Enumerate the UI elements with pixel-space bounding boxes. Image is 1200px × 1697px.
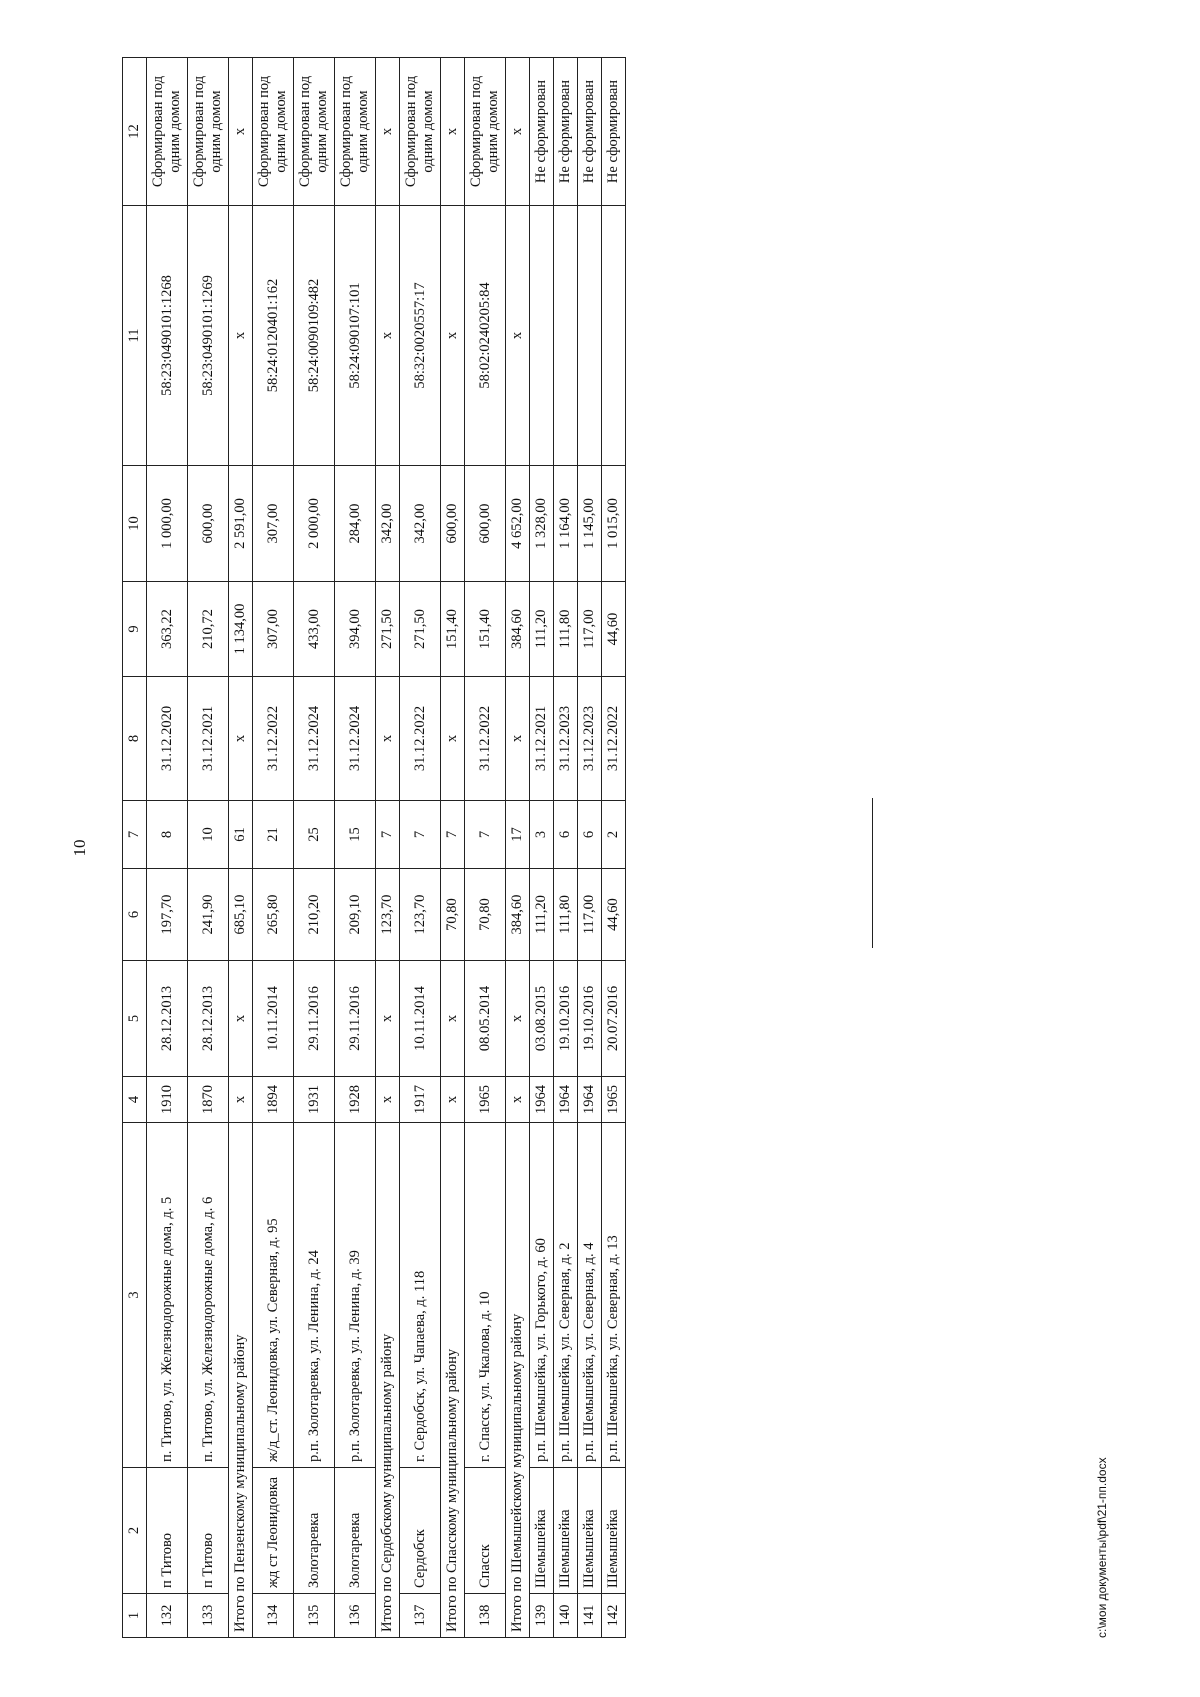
table-cell: Сердобск: [400, 1468, 441, 1594]
table-row: [188, 58, 229, 1638]
table-cell: жд ст Леонидовка: [253, 1468, 294, 1594]
table-cell: Не сформирован: [554, 58, 578, 206]
table-row: [465, 58, 506, 1638]
table-cell: 31.12.2024: [335, 677, 376, 801]
table-cell: 58:24:0090109:482: [294, 206, 335, 466]
table-cell: 28.12.2013: [188, 961, 229, 1077]
table-cell: 19.10.2016: [554, 961, 578, 1077]
table-cell: Сформирован под одним домом: [335, 58, 376, 206]
table-cell: 19.10.2016: [578, 961, 602, 1077]
table-cell: р.п. Шемышейка, ул. Северная, д. 4: [578, 1123, 602, 1468]
table-cell: 28.12.2013: [147, 961, 188, 1077]
table-cell: 7: [376, 801, 400, 869]
table-cell: 10.11.2014: [400, 961, 441, 1077]
table-cell: 31.12.2022: [465, 677, 506, 801]
table-cell: 31.12.2024: [294, 677, 335, 801]
table-cell: 209,10: [335, 869, 376, 961]
table-cell: Сформирован под одним домом: [400, 58, 441, 206]
subtotal-label: Итого по Спасскому муниципальному району: [441, 1123, 465, 1638]
table-cell: 4 652,00: [506, 466, 530, 582]
table-row: [335, 58, 376, 1638]
table-cell: 31.12.2021: [188, 677, 229, 801]
table-cell: 1894: [253, 1077, 294, 1123]
table-cell: 31.12.2020: [147, 677, 188, 801]
table-cell: 25: [294, 801, 335, 869]
housing-register-table: [122, 57, 626, 1638]
table-cell: 2: [602, 801, 626, 869]
table-row: [554, 58, 578, 1638]
table-cell: 685,10: [229, 869, 253, 961]
table-cell: 271,50: [400, 582, 441, 677]
table-cell: 1965: [602, 1077, 626, 1123]
table-cell: 17: [506, 801, 530, 869]
table-cell: х: [229, 961, 253, 1077]
table-cell: Не сформирован: [578, 58, 602, 206]
table-cell: 151,40: [441, 582, 465, 677]
table-cell: 197,70: [147, 869, 188, 961]
table-cell: 136: [335, 1594, 376, 1638]
table-cell: 1 134,00: [229, 582, 253, 677]
table-row: [400, 58, 441, 1638]
table-cell: 70,80: [441, 869, 465, 961]
table-cell: 140: [554, 1594, 578, 1638]
table-cell: х: [376, 206, 400, 466]
table-cell: 08.05.2014: [465, 961, 506, 1077]
table-cell: х: [376, 1077, 400, 1123]
table-cell: 15: [335, 801, 376, 869]
table-cell: 2 591,00: [229, 466, 253, 582]
table-cell: 139: [530, 1594, 554, 1638]
table-cell: 307,00: [253, 582, 294, 677]
table-cell: п Титово: [147, 1468, 188, 1594]
table-cell: р.п. Шемышейка, ул. Северная, д. 2: [554, 1123, 578, 1468]
table-cell: х: [229, 677, 253, 801]
header-cell: 10: [123, 466, 147, 582]
table-cell: Сформирован под одним домом: [188, 58, 229, 206]
table-cell: ж/д_ст. Леонидовка, ул. Северная, д. 95: [253, 1123, 294, 1468]
table-cell: 1 328,00: [530, 466, 554, 582]
header-cell: 9: [123, 582, 147, 677]
header-cell: 1: [123, 1594, 147, 1638]
table-cell: Золотаревка: [294, 1468, 335, 1594]
table-cell: 44,60: [602, 869, 626, 961]
table-cell: Сформирован под одним домом: [294, 58, 335, 206]
table-cell: х: [441, 961, 465, 1077]
table-row: [578, 58, 602, 1638]
table-cell: 600,00: [441, 466, 465, 582]
header-cell: 6: [123, 869, 147, 961]
table-cell: х: [229, 1077, 253, 1123]
table-cell: 1 164,00: [554, 466, 578, 582]
table-cell: 133: [188, 1594, 229, 1638]
table-cell: 1870: [188, 1077, 229, 1123]
table-cell: р.п. Золотаревка, ул. Ленина, д. 24: [294, 1123, 335, 1468]
table-cell: Спасск: [465, 1468, 506, 1594]
table-row: [253, 58, 294, 1638]
table-cell: 2 000,00: [294, 466, 335, 582]
header-cell: 11: [123, 206, 147, 466]
table-cell: 135: [294, 1594, 335, 1638]
table-cell: [578, 206, 602, 466]
header-cell: 4: [123, 1077, 147, 1123]
table-cell: Шемышейка: [530, 1468, 554, 1594]
table-cell: 7: [400, 801, 441, 869]
page-number: 10: [70, 839, 89, 857]
table-cell: Сформирован под одним домом: [465, 58, 506, 206]
table-cell: 363,22: [147, 582, 188, 677]
table-cell: 142: [602, 1594, 626, 1638]
table-cell: 284,00: [335, 466, 376, 582]
table-cell: 141: [578, 1594, 602, 1638]
table-row: [294, 58, 335, 1638]
table-cell: 31.12.2023: [578, 677, 602, 801]
table-cell: 384,60: [506, 869, 530, 961]
table-cell: 111,80: [554, 582, 578, 677]
table-cell: 1931: [294, 1077, 335, 1123]
table-cell: [530, 206, 554, 466]
table-cell: х: [376, 58, 400, 206]
table-cell: 1965: [465, 1077, 506, 1123]
table-cell: Сформирован под одним домом: [253, 58, 294, 206]
footer-file-path: c:\мои документы\pdf\21-пп.docx: [1095, 1457, 1109, 1638]
table-cell: 7: [441, 801, 465, 869]
subtotal-label: Итого по Шемышейскому муниципальному району: [506, 1123, 530, 1638]
table-cell: 31.12.2022: [602, 677, 626, 801]
table-cell: 342,00: [376, 466, 400, 582]
table-cell: р.п. Шемышейка, ул. Северная, д. 13: [602, 1123, 626, 1468]
table-cell: х: [506, 1077, 530, 1123]
table-cell: 20.07.2016: [602, 961, 626, 1077]
table-cell: Сформирован под одним домом: [147, 58, 188, 206]
table-cell: 8: [147, 801, 188, 869]
table-cell: Шемышейка: [602, 1468, 626, 1594]
table-cell: 1964: [530, 1077, 554, 1123]
table-cell: р.п. Золотаревка, ул. Ленина, д. 39: [335, 1123, 376, 1468]
table-cell: 384,60: [506, 582, 530, 677]
table-cell: 31.12.2023: [554, 677, 578, 801]
table-cell: х: [441, 1077, 465, 1123]
table-cell: 265,80: [253, 869, 294, 961]
table-cell: 1 015,00: [602, 466, 626, 582]
table-cell: х: [506, 58, 530, 206]
table-cell: 307,00: [253, 466, 294, 582]
table-cell: 29.11.2016: [335, 961, 376, 1077]
table-cell: 138: [465, 1594, 506, 1638]
subtotal-row: [376, 58, 400, 1638]
rotated-page: [70, 58, 1130, 1638]
separator-line: [872, 798, 873, 948]
table-cell: 210,72: [188, 582, 229, 677]
table-cell: х: [506, 677, 530, 801]
table-cell: п Титово: [188, 1468, 229, 1594]
table-cell: 117,00: [578, 582, 602, 677]
table-cell: х: [229, 58, 253, 206]
table-cell: 123,70: [400, 869, 441, 961]
table-cell: 03.08.2015: [530, 961, 554, 1077]
table-row: [147, 58, 188, 1638]
table-cell: 600,00: [188, 466, 229, 582]
subtotal-label: Итого по Сердобскому муниципальному району: [376, 1123, 400, 1638]
table-cell: 10.11.2014: [253, 961, 294, 1077]
table-cell: 433,00: [294, 582, 335, 677]
table-cell: 1 000,00: [147, 466, 188, 582]
table-cell: 123,70: [376, 869, 400, 961]
table-cell: 6: [578, 801, 602, 869]
table-cell: х: [441, 677, 465, 801]
table-cell: 111,80: [554, 869, 578, 961]
table-cell: 29.11.2016: [294, 961, 335, 1077]
table-cell: х: [441, 58, 465, 206]
table-cell: 1964: [554, 1077, 578, 1123]
table-cell: 44,60: [602, 582, 626, 677]
table-cell: 1 145,00: [578, 466, 602, 582]
table-cell: 111,20: [530, 582, 554, 677]
table-cell: Шемышейка: [554, 1468, 578, 1594]
table-cell: 210,20: [294, 869, 335, 961]
table-cell: Не сформирован: [602, 58, 626, 206]
table-cell: 58:24:090107:101: [335, 206, 376, 466]
table-cell: 394,00: [335, 582, 376, 677]
table-cell: 58:23:0490101:1268: [147, 206, 188, 466]
table-cell: 137: [400, 1594, 441, 1638]
table-cell: 58:23:0490101:1269: [188, 206, 229, 466]
table-row: [530, 58, 554, 1638]
table-cell: х: [229, 206, 253, 466]
table-cell: 271,50: [376, 582, 400, 677]
table-cell: 241,90: [188, 869, 229, 961]
table-cell: 134: [253, 1594, 294, 1638]
table-cell: Шемышейка: [578, 1468, 602, 1594]
header-cell: 2: [123, 1468, 147, 1594]
table-cell: 21: [253, 801, 294, 869]
header-cell: 8: [123, 677, 147, 801]
table-cell: 31.12.2022: [253, 677, 294, 801]
subtotal-row: [229, 58, 253, 1638]
table-cell: х: [441, 206, 465, 466]
table-cell: п. Титово, ул. Железнодорожные дома, д. 6: [188, 1123, 229, 1468]
table-cell: 1910: [147, 1077, 188, 1123]
table-cell: 132: [147, 1594, 188, 1638]
table-cell: 600,00: [465, 466, 506, 582]
table-cell: Не сформирован: [530, 58, 554, 206]
header-cell: 3: [123, 1123, 147, 1468]
table-cell: 111,20: [530, 869, 554, 961]
table-cell: Золотаревка: [335, 1468, 376, 1594]
table-cell: 3: [530, 801, 554, 869]
table-cell: р.п. Шемышейка, ул. Горького, д. 60: [530, 1123, 554, 1468]
table-row: [602, 58, 626, 1638]
table-cell: х: [506, 206, 530, 466]
table-cell: 6: [554, 801, 578, 869]
table-cell: [602, 206, 626, 466]
table-cell: 10: [188, 801, 229, 869]
table-cell: 58:24:0120401:162: [253, 206, 294, 466]
header-cell: 7: [123, 801, 147, 869]
table-cell: х: [376, 961, 400, 1077]
table-cell: 58:02:0240205:84: [465, 206, 506, 466]
subtotal-row: [506, 58, 530, 1638]
header-cell: 12: [123, 58, 147, 206]
table-cell: 31.12.2021: [530, 677, 554, 801]
table-cell: х: [376, 677, 400, 801]
table-cell: 61: [229, 801, 253, 869]
table-cell: х: [506, 961, 530, 1077]
table-cell: п. Титово, ул. Железнодорожные дома, д. 5: [147, 1123, 188, 1468]
subtotal-row: [441, 58, 465, 1638]
table-cell: 342,00: [400, 466, 441, 582]
header-cell: 5: [123, 961, 147, 1077]
header-row: [123, 58, 147, 1638]
table-cell: 117,00: [578, 869, 602, 961]
table-cell: 1964: [578, 1077, 602, 1123]
table-cell: 31.12.2022: [400, 677, 441, 801]
table-cell: 70,80: [465, 869, 506, 961]
table-cell: г. Сердобск, ул. Чапаева, д. 118: [400, 1123, 441, 1468]
subtotal-label: Итого по Пензенскому муниципальному району: [229, 1123, 253, 1638]
table-cell: 151,40: [465, 582, 506, 677]
table-cell: 1917: [400, 1077, 441, 1123]
table-cell: 1928: [335, 1077, 376, 1123]
table-cell: г. Спасск, ул. Чкалова, д. 10: [465, 1123, 506, 1468]
table-cell: 7: [465, 801, 506, 869]
table-cell: 58:32:0020557:17: [400, 206, 441, 466]
table-cell: [554, 206, 578, 466]
